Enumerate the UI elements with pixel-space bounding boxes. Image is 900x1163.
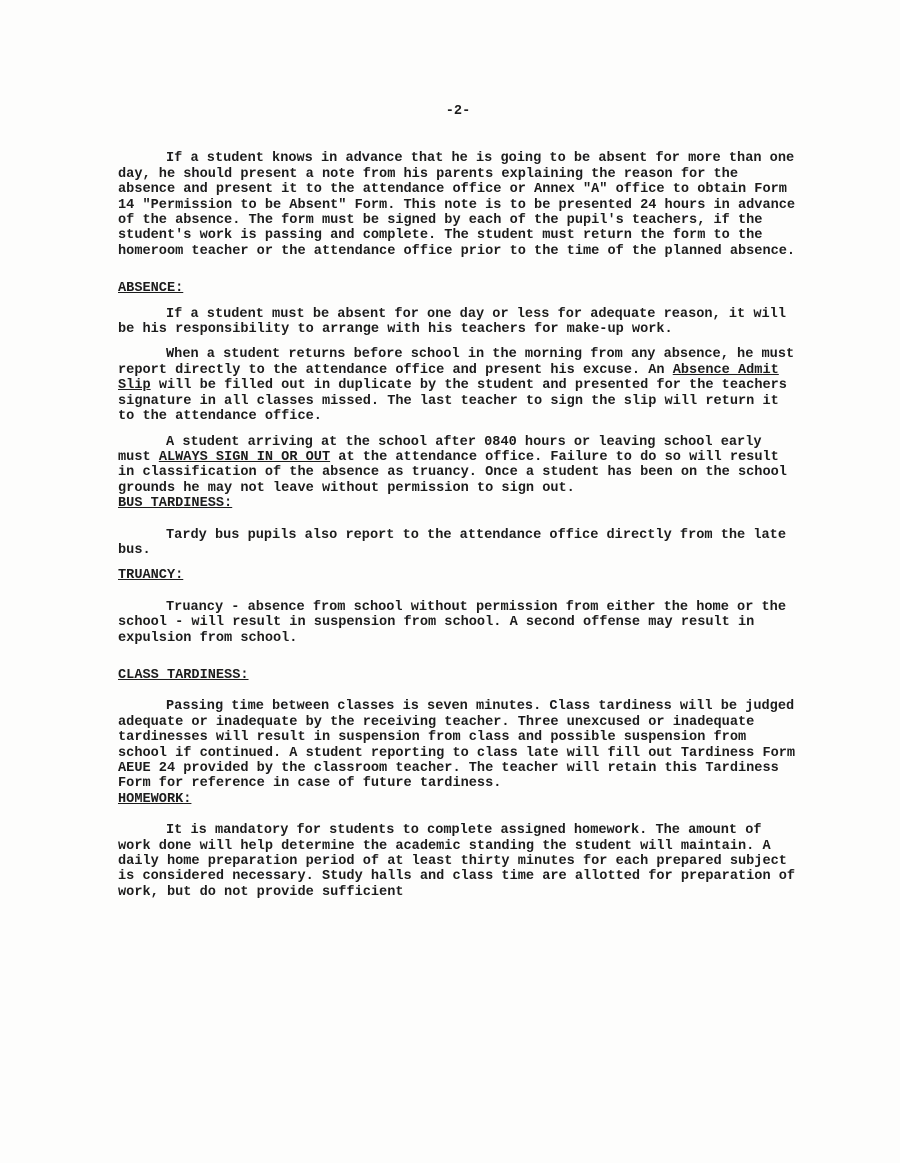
absence-p3-text-before: A student arriving at the school after 0840 hours or leaving school early must — [118, 434, 762, 465]
absence-p2-text-before: When a student returns before school in the morning from any absence, he must report directly to the attendance office and present his excuse. An — [118, 347, 795, 378]
sign-in-out-emphasis: ALWAYS SIGN IN OR OUT — [158, 449, 331, 465]
class-tardiness-paragraph: Passing time between classes is seven minutes. Class tardiness will be judged adequate or inadequate by the receiving teacher. Three unexcused or inadequate tardinesses will result in suspension from class and possible suspension from school if continued. A student reporting to class late will fill out Tardiness Form AEUE 24 provided by the classroom teacher. The teacher will retain this Tardiness Form for reference in case of future tardiness. — [118, 699, 796, 792]
absence-p3-text-after: at the attendance office. Failure to do so will result in classification of the absence as truancy. Once a student has been on the school grounds he may not leave without permission to sign out. — [118, 449, 787, 496]
truancy-heading: TRUANCY: — [118, 568, 184, 584]
absence-paragraph-3 — [118, 435, 798, 497]
bus-tardiness-paragraph: Tardy bus pupils also report to the attendance office directly from the late bus. — [118, 527, 786, 558]
class-tardiness-heading: CLASS TARDINESS: — [118, 667, 249, 683]
absence-paragraph-2 — [118, 347, 798, 424]
truancy-paragraph: Truancy - absence from school without permission from either the home or the school - will result in suspension from school. A second offense may result in expulsion from school. — [118, 599, 786, 646]
absence-paragraph-1: If a student must be absent for one day or less for adequate reason, it will be his responsibility to arrange with his teachers for make-up work. — [118, 306, 786, 338]
page-number: -2- — [445, 104, 471, 119]
intro-paragraph: If a student knows in advance that he is going to be absent for more than one day, he should present a note from his parents explaining the reason for the absence and present it to the attendance office or Annex "A" office to obtain Form 14 "Permission to be Absent" Form. This note is to be presented 24 hours in advance of the absence. The form must be signed by each of the pupil's teachers, if the student's work is passing and complete. The student must return the form to the homeroom teacher or the attendance office prior to the time of the planned absence. — [118, 151, 796, 259]
homework-heading: HOMEWORK: — [118, 791, 192, 807]
bus-tardiness-heading: BUS TARDINESS: — [118, 496, 233, 512]
absence-p2-text-after: will be filled out in duplicate by the student and presented for the teachers signature in all classes missed. The last teacher to sign the slip will return it to the attendance office. — [118, 378, 787, 425]
absence-heading: ABSENCE: — [118, 281, 184, 297]
absence-admit-slip-term: Absence Admit Slip — [118, 362, 779, 394]
homework-paragraph: It is mandatory for students to complete assigned homework. The amount of work done will help determine the academic standing the student will maintain. A daily home preparation period of at least thirty minutes for each prepared subject is considered necessary. Study halls and class time are allotted for preparation of work, but do not provide sufficient — [118, 823, 796, 900]
page-content — [118, 104, 798, 900]
